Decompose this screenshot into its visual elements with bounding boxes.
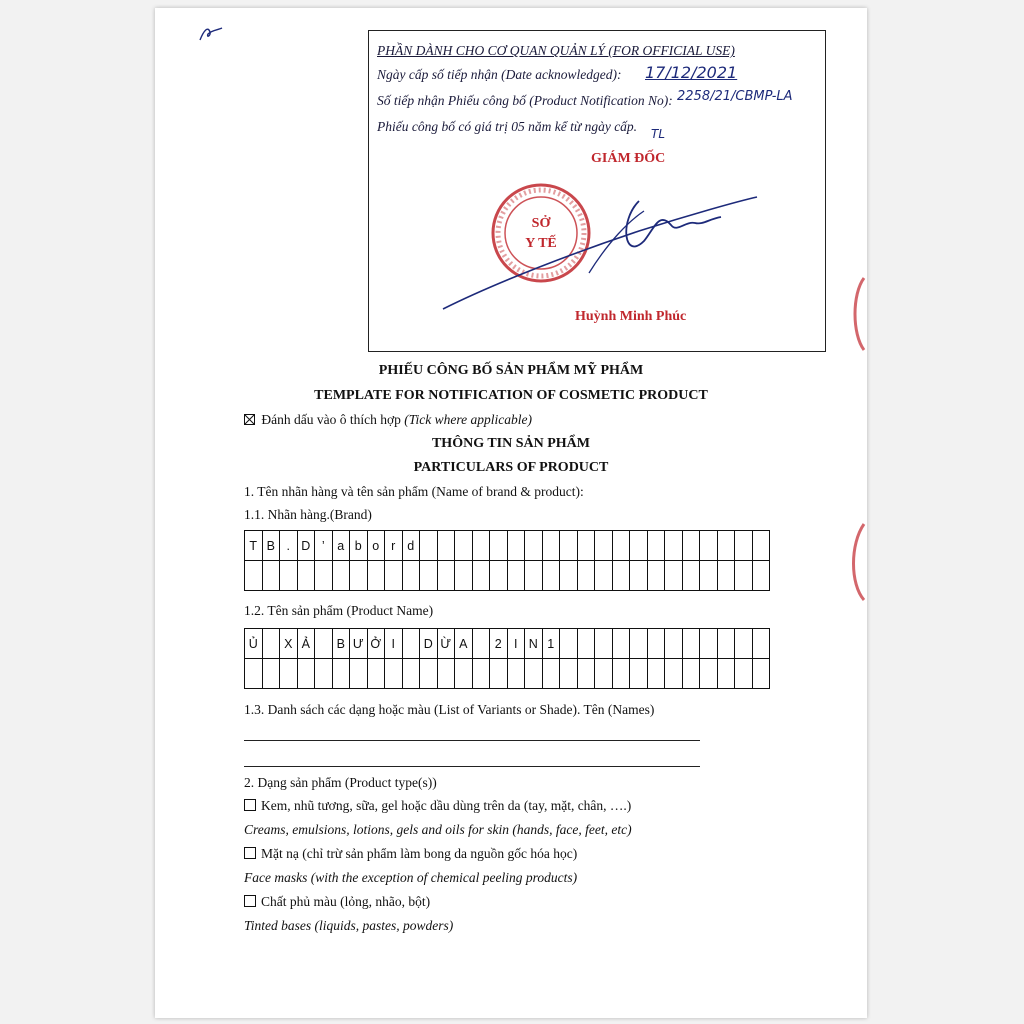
option-tinted-bases	[244, 894, 430, 910]
grid-cell: 2	[490, 629, 508, 659]
grid-cell	[613, 659, 631, 689]
grid-cell	[315, 629, 333, 659]
grid-cell	[298, 561, 316, 591]
grid-cell	[613, 629, 631, 659]
grid-cell: N	[525, 629, 543, 659]
form-title-en: TEMPLATE FOR NOTIFICATION OF COSMETIC PRODUCT	[314, 388, 708, 403]
tick-note-vi: Đánh dấu vào ô thích hợp	[261, 412, 401, 427]
option-tinted-bases-vi: Chất phủ màu (lỏng, nhão, bột)	[261, 894, 431, 909]
grid-cell	[438, 531, 456, 561]
grid-cell	[490, 561, 508, 591]
grid-cell: T	[245, 531, 263, 561]
pen-mark	[198, 22, 224, 44]
grid-cell	[630, 531, 648, 561]
grid-cell: a	[333, 531, 351, 561]
option-tinted-bases-en: Tinted bases (liquids, pastes, powders)	[244, 918, 454, 933]
grid-cell	[350, 561, 368, 591]
grid-cell	[560, 629, 578, 659]
grid-cell	[700, 659, 718, 689]
grid-cell	[263, 561, 281, 591]
grid-cell	[683, 629, 701, 659]
date-acknowledged-label: Ngày cấp số tiếp nhận (Date acknowledged):	[377, 67, 622, 82]
product-name-grid	[244, 628, 770, 689]
grid-cell: A	[455, 629, 473, 659]
grid-cell	[420, 561, 438, 591]
svg-text:Y TẾ: Y TẾ	[525, 236, 557, 251]
grid-cell	[753, 531, 771, 561]
option-creams-en: Creams, emulsions, lotions, gels and oils for skin (hands, face, feet, etc)	[244, 822, 632, 837]
checkbox-icon	[244, 895, 256, 907]
grid-row	[245, 659, 770, 689]
form-title-vi: PHIẾU CÔNG BỐ SẢN PHẨM MỸ PHẨM	[378, 363, 644, 378]
grid-cell	[648, 659, 666, 689]
grid-cell	[438, 659, 456, 689]
grid-cell	[665, 531, 683, 561]
grid-cell	[455, 659, 473, 689]
grid-cell	[508, 531, 526, 561]
grid-cell	[735, 531, 753, 561]
tick-note	[244, 412, 532, 428]
grid-cell: Ả	[298, 629, 316, 659]
grid-cell	[490, 659, 508, 689]
section-title-vi: THÔNG TIN SẢN PHẨM	[431, 436, 591, 451]
grid-cell	[630, 629, 648, 659]
grid-cell	[473, 531, 491, 561]
grid-cell	[718, 561, 736, 591]
grid-cell	[438, 561, 456, 591]
grid-cell	[473, 561, 491, 591]
grid-cell	[473, 659, 491, 689]
grid-cell	[735, 561, 753, 591]
grid-cell	[595, 659, 613, 689]
grid-cell	[543, 531, 561, 561]
grid-cell	[508, 659, 526, 689]
option-face-masks-vi: Mặt nạ (chỉ trừ sản phẩm làm bong da nguồn gốc hóa học)	[261, 846, 578, 861]
grid-cell	[700, 629, 718, 659]
grid-cell	[648, 561, 666, 591]
grid-cell	[525, 561, 543, 591]
grid-cell	[455, 531, 473, 561]
grid-cell	[368, 659, 386, 689]
grid-cell	[280, 659, 298, 689]
grid-cell	[578, 659, 596, 689]
grid-cell: I	[385, 629, 403, 659]
grid-cell: B	[263, 531, 281, 561]
grid-cell	[595, 629, 613, 659]
variants-line-1	[244, 740, 700, 741]
grid-cell	[490, 531, 508, 561]
question-2: 2. Dạng sản phẩm (Product type(s))	[244, 775, 437, 790]
grid-cell	[368, 561, 386, 591]
grid-cell: ’	[315, 531, 333, 561]
grid-cell: Ư	[350, 629, 368, 659]
director-signature	[439, 181, 759, 321]
grid-cell	[508, 561, 526, 591]
grid-cell	[683, 659, 701, 689]
option-creams	[244, 798, 631, 814]
grid-cell: d	[403, 531, 421, 561]
grid-cell	[753, 659, 771, 689]
section-title-en: PARTICULARS OF PRODUCT	[413, 460, 609, 475]
checked-box-icon	[244, 414, 255, 425]
grid-cell	[263, 659, 281, 689]
grid-cell	[385, 561, 403, 591]
grid-cell: b	[350, 531, 368, 561]
grid-cell: o	[368, 531, 386, 561]
variants-line-2	[244, 766, 700, 767]
grid-cell	[753, 629, 771, 659]
grid-cell	[560, 659, 578, 689]
grid-cell: Ở	[368, 629, 386, 659]
grid-cell	[333, 561, 351, 591]
notification-number-label: Số tiếp nhận Phiếu công bố (Product Notification No):	[377, 93, 673, 108]
grid-cell	[718, 659, 736, 689]
grid-cell: .	[280, 531, 298, 561]
question-1-2: 1.2. Tên sản phẩm (Product Name)	[244, 603, 434, 618]
option-face-masks	[244, 846, 577, 862]
grid-cell	[298, 659, 316, 689]
grid-cell	[385, 659, 403, 689]
grid-row	[245, 629, 770, 659]
grid-cell	[700, 531, 718, 561]
validity-note: Phiếu công bố có giá trị 05 năm kể từ ngày cấp.	[377, 119, 638, 134]
grid-cell	[455, 561, 473, 591]
question-1-1: 1.1. Nhãn hàng.(Brand)	[244, 507, 372, 522]
grid-cell	[578, 531, 596, 561]
grid-cell	[280, 561, 298, 591]
grid-cell	[595, 531, 613, 561]
grid-cell: Ừ	[438, 629, 456, 659]
grid-cell	[420, 659, 438, 689]
grid-cell	[613, 561, 631, 591]
grid-cell	[648, 531, 666, 561]
official-heading: PHẦN DÀNH CHO CƠ QUAN QUẢN LÝ (FOR OFFICIAL USE)	[377, 43, 735, 58]
grid-cell: I	[508, 629, 526, 659]
grid-cell	[403, 629, 421, 659]
grid-cell	[543, 659, 561, 689]
tick-note-en: (Tick where applicable)	[404, 412, 532, 427]
grid-cell	[665, 659, 683, 689]
grid-cell: r	[385, 531, 403, 561]
grid-cell	[350, 659, 368, 689]
grid-cell: D	[420, 629, 438, 659]
question-1: 1. Tên nhãn hàng và tên sản phẩm (Name of brand & product):	[244, 484, 584, 499]
date-acknowledged-value: 17/12/2021	[645, 63, 738, 82]
grid-cell	[630, 659, 648, 689]
official-use-box	[368, 30, 826, 352]
grid-cell	[560, 531, 578, 561]
grid-row	[245, 531, 770, 561]
grid-cell	[560, 561, 578, 591]
grid-cell	[683, 531, 701, 561]
question-1-3: 1.3. Danh sách các dạng hoặc màu (List of Variants or Shade). Tên (Names)	[244, 702, 655, 717]
grid-cell	[245, 659, 263, 689]
grid-cell	[473, 629, 491, 659]
grid-cell	[683, 561, 701, 591]
svg-text:SỞ: SỞ	[531, 216, 551, 231]
grid-cell	[613, 531, 631, 561]
grid-cell: Ủ	[245, 629, 263, 659]
grid-cell	[595, 561, 613, 591]
grid-cell: X	[280, 629, 298, 659]
grid-cell	[665, 629, 683, 659]
grid-cell	[403, 561, 421, 591]
brand-grid	[244, 530, 770, 591]
grid-cell	[315, 561, 333, 591]
grid-cell	[753, 561, 771, 591]
grid-cell	[543, 561, 561, 591]
grid-cell	[315, 659, 333, 689]
grid-cell: 1	[543, 629, 561, 659]
grid-cell	[333, 659, 351, 689]
grid-cell	[578, 629, 596, 659]
grid-cell	[263, 629, 281, 659]
grid-cell	[735, 659, 753, 689]
grid-cell	[718, 531, 736, 561]
grid-cell	[665, 561, 683, 591]
grid-cell	[700, 561, 718, 591]
director-title: GIÁM ĐỐC	[591, 151, 666, 166]
grid-cell	[525, 659, 543, 689]
grid-cell	[630, 561, 648, 591]
notification-number-value: 2258/21/CBMP-LA	[677, 89, 793, 104]
option-creams-vi: Kem, nhũ tương, sữa, gel hoặc dầu dùng trên da (tay, mặt, chân, ….)	[261, 798, 632, 813]
grid-cell: B	[333, 629, 351, 659]
option-face-masks-en: Face masks (with the exception of chemical peeling products)	[244, 870, 578, 885]
grid-cell	[648, 629, 666, 659]
grid-cell	[578, 561, 596, 591]
grid-row	[245, 561, 770, 591]
grid-cell	[403, 659, 421, 689]
grid-cell	[245, 561, 263, 591]
grid-cell	[420, 531, 438, 561]
initials-handwritten: TL	[651, 127, 666, 141]
grid-cell	[735, 629, 753, 659]
grid-cell: D	[298, 531, 316, 561]
grid-cell	[525, 531, 543, 561]
checkbox-icon	[244, 847, 256, 859]
checkbox-icon	[244, 799, 256, 811]
signer-name: Huỳnh Minh Phúc	[575, 309, 687, 324]
grid-cell	[718, 629, 736, 659]
